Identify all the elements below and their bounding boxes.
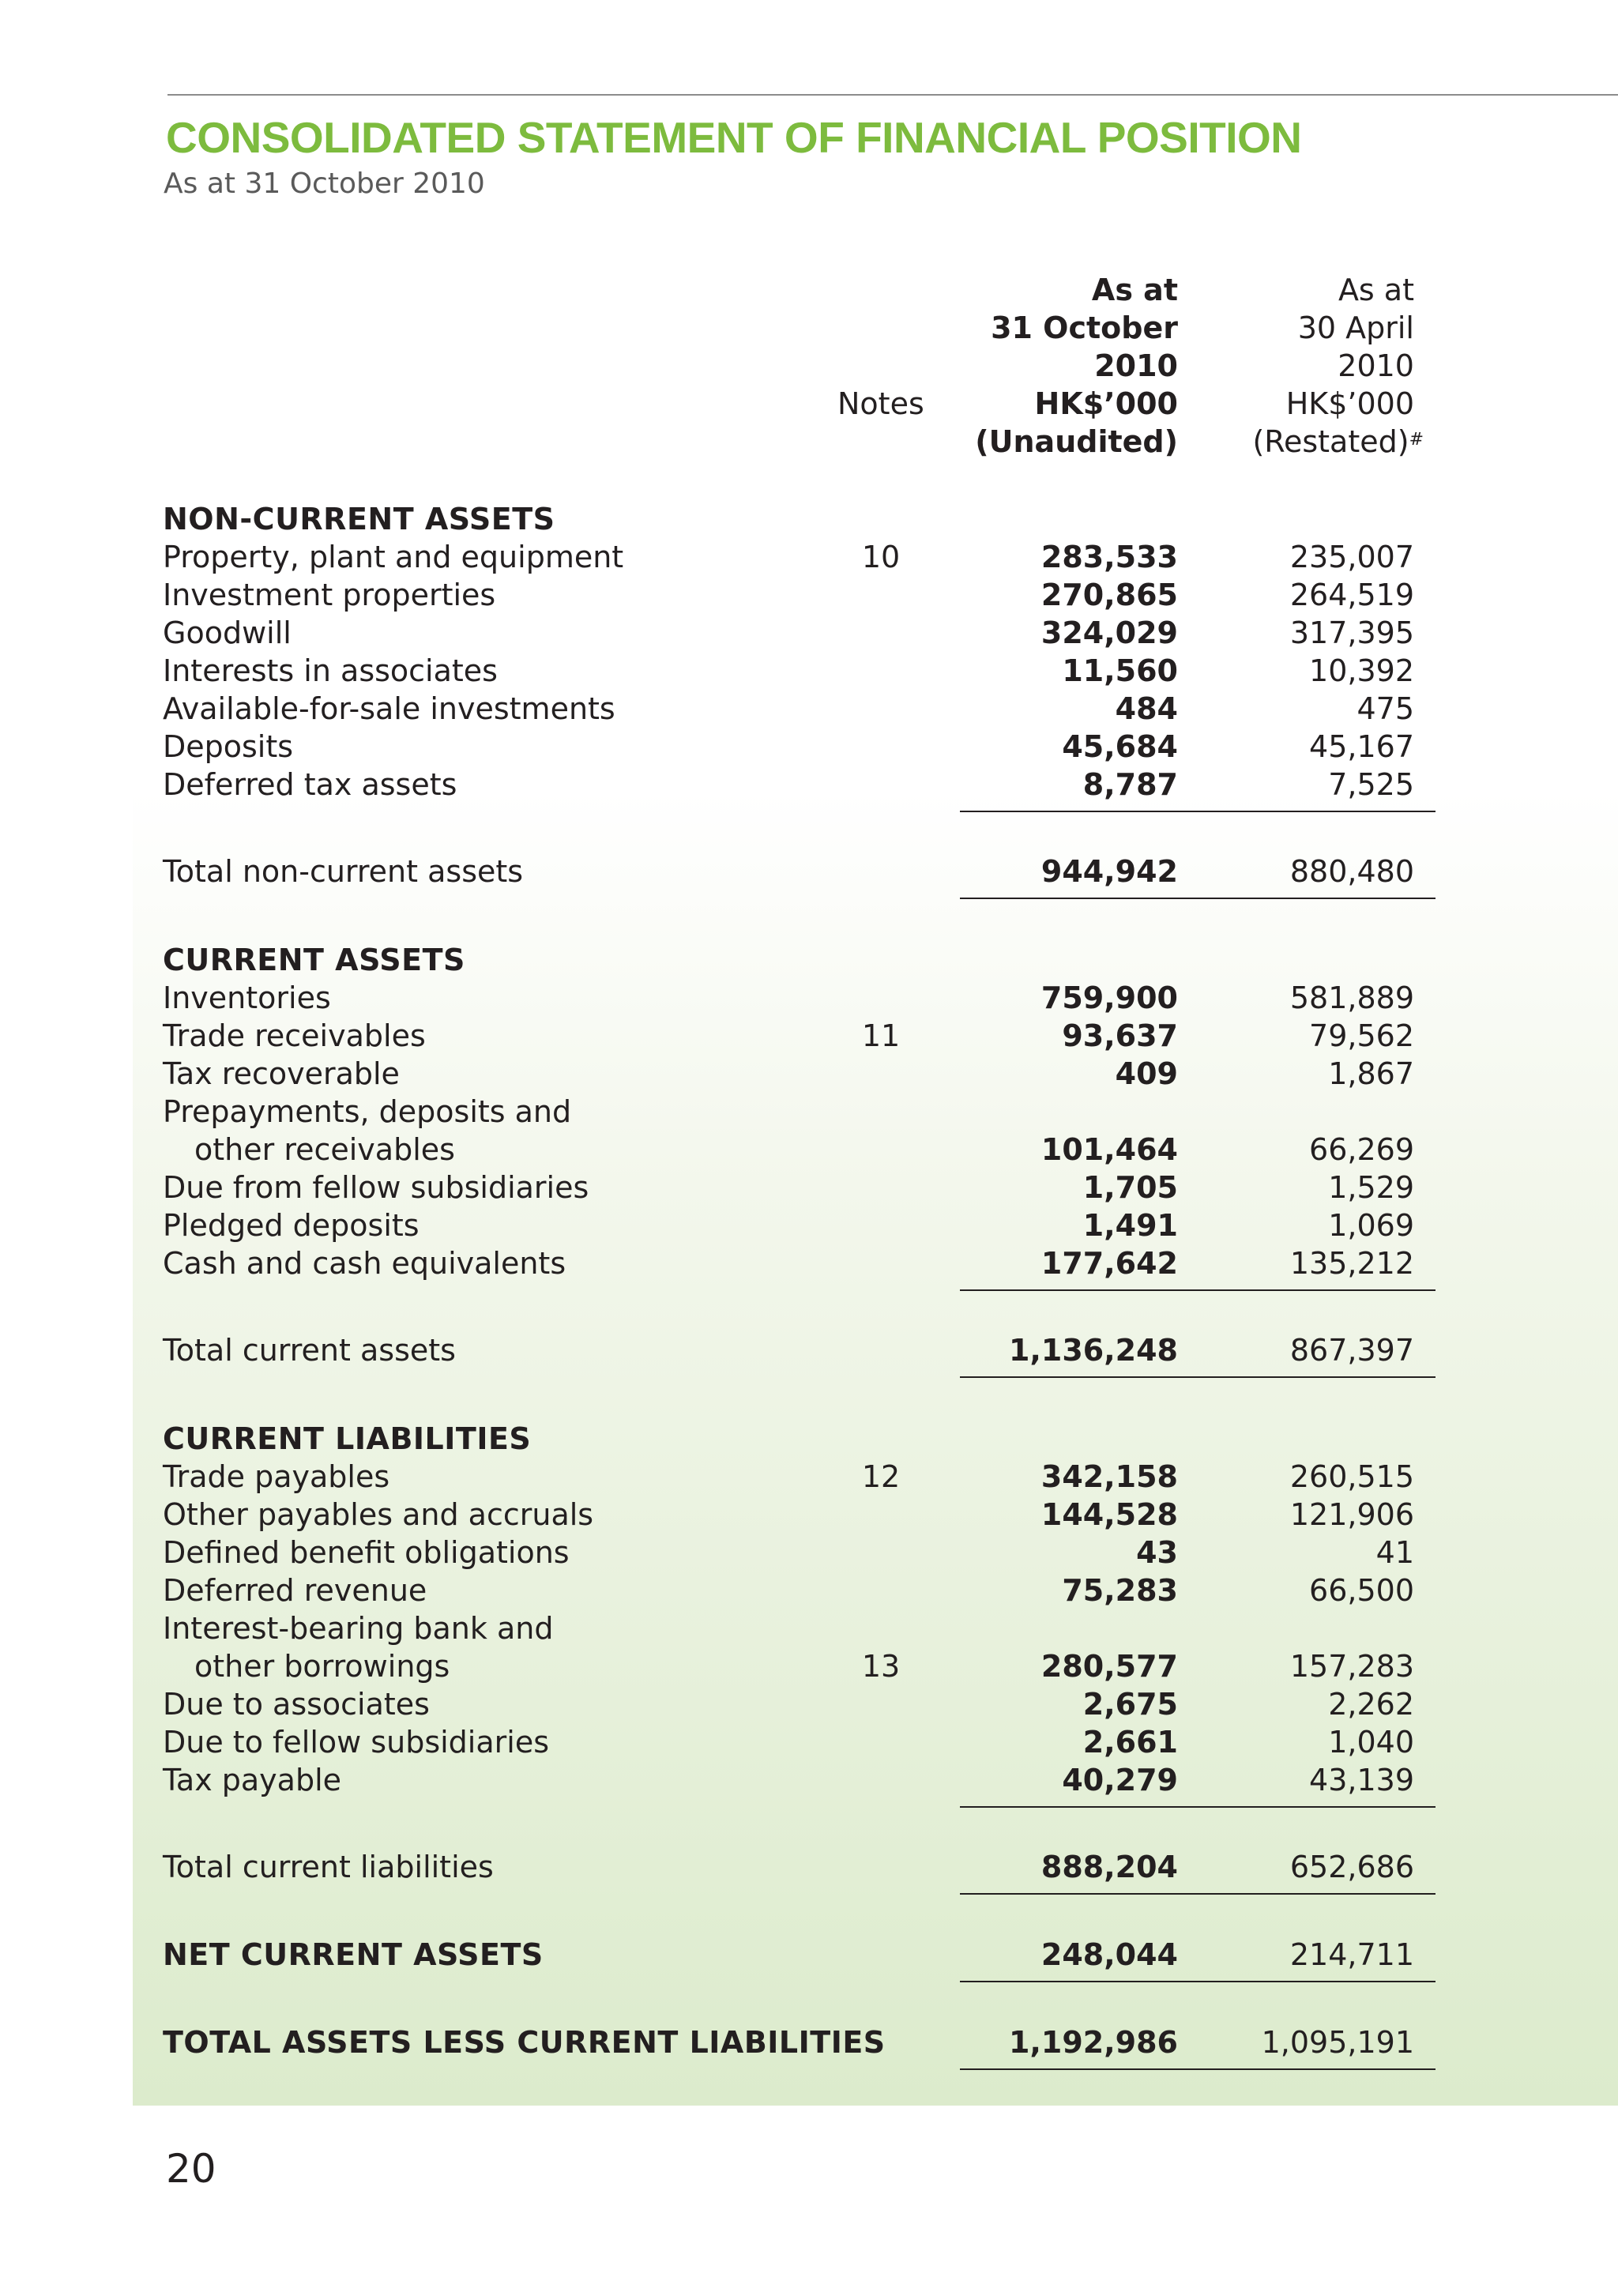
row-current-value: 270,865 xyxy=(1040,578,1178,612)
header-current-line-1: As at xyxy=(1091,273,1178,307)
total-rule xyxy=(960,1981,1436,1982)
page-subtitle: As at 31 October 2010 xyxy=(164,167,485,200)
header-current-line-2: 31 October xyxy=(991,311,1178,345)
row-previous-value: 79,562 xyxy=(1309,1018,1414,1053)
row-previous-value: 264,519 xyxy=(1289,578,1414,612)
row-current-value: 283,533 xyxy=(1040,540,1178,574)
row-current-value: 2,675 xyxy=(1082,1687,1178,1722)
row-previous-value: 1,867 xyxy=(1328,1056,1414,1091)
row-previous-value: 135,212 xyxy=(1289,1246,1414,1281)
row-label: Investment properties xyxy=(163,578,496,612)
total-previous-value: 867,397 xyxy=(1289,1333,1414,1368)
row-previous-value: 66,269 xyxy=(1309,1132,1414,1167)
net-current-assets-previous-value: 214,711 xyxy=(1289,1937,1414,1972)
row-current-value: 11,560 xyxy=(1062,653,1178,688)
row-previous-value: 7,525 xyxy=(1328,767,1414,802)
row-current-value: 409 xyxy=(1115,1056,1178,1091)
row-current-value: 101,464 xyxy=(1040,1132,1178,1167)
header-previous-line-3: 2010 xyxy=(1338,348,1414,383)
row-previous-value: 157,283 xyxy=(1289,1649,1414,1684)
row-label: Interests in associates xyxy=(163,653,498,688)
subtotal-rule xyxy=(960,1289,1436,1291)
row-label: Pledged deposits xyxy=(163,1208,420,1243)
row-previous-value: 66,500 xyxy=(1309,1573,1414,1608)
subtotal-rule xyxy=(960,1806,1436,1808)
row-current-value: 40,279 xyxy=(1062,1763,1178,1797)
row-label: Inventories xyxy=(163,981,331,1015)
total-assets-less-current-liabilities-current-value: 1,192,986 xyxy=(1009,2025,1178,2060)
header-previous-line-5 xyxy=(1252,423,1424,461)
row-label: Interest-bearing bank and xyxy=(163,1611,554,1646)
row-previous-value: 2,262 xyxy=(1328,1687,1414,1722)
row-label-continuation: other receivables xyxy=(194,1132,455,1167)
total-label: Total non-current assets xyxy=(163,854,524,889)
net-current-assets-current-value: 248,044 xyxy=(1040,1937,1178,1972)
row-label: Tax payable xyxy=(163,1763,342,1797)
header-previous-line-1: As at xyxy=(1338,273,1414,307)
section-heading-non-current-assets: NON-CURRENT ASSETS xyxy=(163,502,555,536)
row-note: 11 xyxy=(861,1018,901,1053)
top-rule xyxy=(167,94,1618,96)
row-current-value: 484 xyxy=(1115,691,1178,726)
row-label: Property, plant and equipment xyxy=(163,540,624,574)
row-previous-value: 121,906 xyxy=(1289,1497,1414,1532)
row-previous-value: 581,889 xyxy=(1289,981,1414,1015)
total-label: Total current liabilities xyxy=(163,1850,494,1884)
row-previous-value: 475 xyxy=(1356,691,1414,726)
total-previous-value: 652,686 xyxy=(1289,1850,1414,1884)
net-current-assets-label: NET CURRENT ASSETS xyxy=(163,1937,544,1972)
row-label: Cash and cash equivalents xyxy=(163,1246,566,1281)
row-label: Tax recoverable xyxy=(163,1056,400,1091)
row-label: Deposits xyxy=(163,729,294,764)
row-note: 12 xyxy=(861,1459,901,1494)
row-previous-value: 1,069 xyxy=(1328,1208,1414,1243)
total-rule xyxy=(960,1376,1436,1378)
row-previous-value: 43,139 xyxy=(1309,1763,1414,1797)
total-current-value: 1,136,248 xyxy=(1009,1333,1178,1368)
header-previous-restated: (Restated) xyxy=(1252,424,1409,459)
header-notes: Notes xyxy=(837,386,924,421)
row-current-value: 342,158 xyxy=(1040,1459,1178,1494)
row-label: Other payables and accruals xyxy=(163,1497,594,1532)
row-label: Trade receivables xyxy=(163,1018,426,1053)
row-current-value: 2,661 xyxy=(1082,1725,1178,1760)
row-label: Goodwill xyxy=(163,615,292,650)
row-previous-value: 45,167 xyxy=(1309,729,1414,764)
header-current-line-3: 2010 xyxy=(1094,348,1178,383)
page-title: CONSOLIDATED STATEMENT OF FINANCIAL POSITION xyxy=(166,113,1302,162)
row-previous-value: 1,529 xyxy=(1328,1170,1414,1205)
row-label: Available-for-sale investments xyxy=(163,691,615,726)
row-label-continuation: other borrowings xyxy=(194,1649,450,1684)
row-previous-value: 235,007 xyxy=(1289,540,1414,574)
row-current-value: 93,637 xyxy=(1062,1018,1178,1053)
total-rule xyxy=(960,1893,1436,1895)
section-heading-current-liabilities: CURRENT LIABILITIES xyxy=(163,1421,532,1456)
row-previous-value: 317,395 xyxy=(1289,615,1414,650)
restated-footnote-mark: # xyxy=(1409,430,1424,450)
row-current-value: 45,684 xyxy=(1062,729,1178,764)
row-note: 10 xyxy=(861,540,901,574)
row-label: Trade payables xyxy=(163,1459,390,1494)
header-previous-line-4: HK$’000 xyxy=(1285,386,1414,421)
total-current-value: 944,942 xyxy=(1040,854,1178,889)
section-heading-current-assets: CURRENT ASSETS xyxy=(163,943,465,977)
header-current-line-5: (Unaudited) xyxy=(975,424,1178,459)
row-previous-value: 1,040 xyxy=(1328,1725,1414,1760)
row-current-value: 144,528 xyxy=(1040,1497,1178,1532)
row-current-value: 1,491 xyxy=(1082,1208,1178,1243)
row-label: Prepayments, deposits and xyxy=(163,1094,572,1129)
row-previous-value: 260,515 xyxy=(1289,1459,1414,1494)
row-previous-value: 10,392 xyxy=(1309,653,1414,688)
row-label: Defined benefit obligations xyxy=(163,1535,570,1570)
row-current-value: 280,577 xyxy=(1040,1649,1178,1684)
row-label: Due to associates xyxy=(163,1687,430,1722)
row-label: Deferred revenue xyxy=(163,1573,427,1608)
total-assets-less-current-liabilities-label: TOTAL ASSETS LESS CURRENT LIABILITIES xyxy=(163,2025,886,2060)
row-current-value: 759,900 xyxy=(1040,981,1178,1015)
row-current-value: 75,283 xyxy=(1062,1573,1178,1608)
total-current-value: 888,204 xyxy=(1040,1850,1178,1884)
row-label: Due to fellow subsidiaries xyxy=(163,1725,549,1760)
total-rule xyxy=(960,2068,1436,2070)
row-note: 13 xyxy=(861,1649,901,1684)
row-label: Deferred tax assets xyxy=(163,767,457,802)
row-previous-value: 41 xyxy=(1375,1535,1414,1570)
page-number: 20 xyxy=(166,2146,216,2192)
row-current-value: 8,787 xyxy=(1082,767,1178,802)
total-rule xyxy=(960,898,1436,899)
total-label: Total current assets xyxy=(163,1333,456,1368)
total-previous-value: 880,480 xyxy=(1289,854,1414,889)
subtotal-rule xyxy=(960,811,1436,812)
total-assets-less-current-liabilities-previous-value: 1,095,191 xyxy=(1261,2025,1414,2060)
header-current-line-4: HK$’000 xyxy=(1034,386,1178,421)
row-label: Due from fellow subsidiaries xyxy=(163,1170,589,1205)
header-previous-line-2: 30 April xyxy=(1297,311,1414,345)
row-current-value: 1,705 xyxy=(1082,1170,1178,1205)
row-current-value: 324,029 xyxy=(1040,615,1178,650)
row-current-value: 177,642 xyxy=(1040,1246,1178,1281)
row-current-value: 43 xyxy=(1136,1535,1178,1570)
